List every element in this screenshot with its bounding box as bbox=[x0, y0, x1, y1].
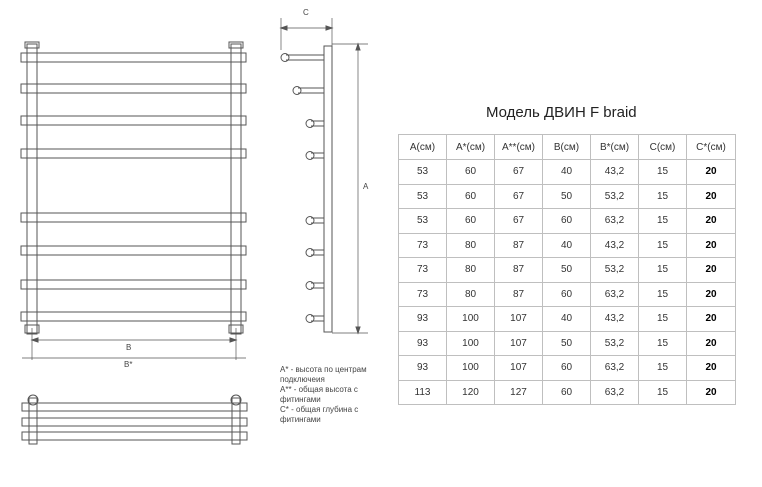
table-cell: 73 bbox=[399, 282, 447, 307]
table-cell: 53,2 bbox=[591, 258, 639, 283]
dim-arrow bbox=[356, 44, 360, 50]
dim-b-label: B bbox=[126, 343, 132, 352]
table-cell: 100 bbox=[447, 331, 495, 356]
table-cell: 15 bbox=[639, 184, 687, 209]
dimensions-table bbox=[398, 134, 736, 405]
dim-arrow bbox=[281, 26, 287, 30]
dimension-legend bbox=[280, 365, 390, 425]
side-knob bbox=[306, 282, 314, 290]
side-knob bbox=[306, 120, 314, 128]
table-cell: 15 bbox=[639, 307, 687, 332]
towel-bar bbox=[21, 84, 246, 93]
table-cell: 60 bbox=[447, 209, 495, 234]
top-view-bar bbox=[22, 403, 247, 411]
table-header-row bbox=[399, 135, 736, 160]
table-cell: 63,2 bbox=[591, 282, 639, 307]
legend-line: подключеия bbox=[280, 375, 325, 384]
table-cell: 80 bbox=[447, 258, 495, 283]
legend-line: фитингами bbox=[280, 415, 321, 424]
table-cell: 67 bbox=[495, 184, 543, 209]
table-cell: 67 bbox=[495, 209, 543, 234]
column-header: C(см) bbox=[639, 135, 687, 160]
table-cell: 93 bbox=[399, 331, 447, 356]
table-cell: 63,2 bbox=[591, 209, 639, 234]
table-cell: 20 bbox=[687, 258, 736, 283]
table-cell: 40 bbox=[543, 307, 591, 332]
table-cell: 20 bbox=[687, 209, 736, 234]
towel-bar bbox=[21, 53, 246, 62]
table-cell: 53,2 bbox=[591, 184, 639, 209]
table-row bbox=[399, 209, 736, 234]
table-cell: 15 bbox=[639, 380, 687, 405]
side-knob bbox=[306, 152, 314, 160]
column-header: A**(см) bbox=[495, 135, 543, 160]
table-cell: 63,2 bbox=[591, 380, 639, 405]
towel-bars bbox=[21, 53, 246, 321]
table-cell: 53 bbox=[399, 184, 447, 209]
legend-line: A** - общая высота с bbox=[280, 385, 358, 394]
table-cell: 15 bbox=[639, 209, 687, 234]
table-cell: 73 bbox=[399, 233, 447, 258]
towel-bar bbox=[21, 149, 246, 158]
table-cell: 60 bbox=[543, 380, 591, 405]
top-view-bar bbox=[22, 418, 247, 426]
towel-bar bbox=[21, 116, 246, 125]
table-cell: 20 bbox=[687, 356, 736, 381]
dim-arrow bbox=[32, 338, 38, 342]
towel-bar bbox=[21, 312, 246, 321]
table-cell: 87 bbox=[495, 233, 543, 258]
column-header: A(см) bbox=[399, 135, 447, 160]
table-cell: 20 bbox=[687, 160, 736, 185]
table-cell: 50 bbox=[543, 258, 591, 283]
left-post bbox=[27, 44, 37, 334]
table-cell: 107 bbox=[495, 331, 543, 356]
table-cell: 15 bbox=[639, 282, 687, 307]
top-view-bar bbox=[22, 432, 247, 440]
dim-a-label: A bbox=[363, 182, 369, 191]
table-cell: 127 bbox=[495, 380, 543, 405]
table-cell: 60 bbox=[447, 160, 495, 185]
table-row bbox=[399, 258, 736, 283]
table-cell: 60 bbox=[543, 282, 591, 307]
towel-bar bbox=[21, 246, 246, 255]
column-header: B(см) bbox=[543, 135, 591, 160]
dim-arrow bbox=[356, 327, 360, 333]
table-cell: 50 bbox=[543, 184, 591, 209]
legend-line: A* - высота по центрам bbox=[280, 365, 367, 374]
table-cell: 67 bbox=[495, 160, 543, 185]
table-cell: 73 bbox=[399, 258, 447, 283]
table-cell: 43,2 bbox=[591, 233, 639, 258]
table-cell: 20 bbox=[687, 233, 736, 258]
table-cell: 63,2 bbox=[591, 356, 639, 381]
table-row bbox=[399, 380, 736, 405]
table-cell: 15 bbox=[639, 258, 687, 283]
towel-bar bbox=[21, 280, 246, 289]
table-cell: 60 bbox=[447, 184, 495, 209]
table-cell: 15 bbox=[639, 331, 687, 356]
table-cell: 20 bbox=[687, 282, 736, 307]
table-row bbox=[399, 331, 736, 356]
table-cell: 20 bbox=[687, 331, 736, 356]
side-connectors bbox=[281, 54, 324, 323]
table-cell: 50 bbox=[543, 331, 591, 356]
table-cell: 100 bbox=[447, 307, 495, 332]
table-cell: 80 bbox=[447, 282, 495, 307]
side-knob bbox=[306, 217, 314, 225]
legend-line: C* - общая глубина с bbox=[280, 405, 359, 414]
table-cell: 113 bbox=[399, 380, 447, 405]
table-cell: 15 bbox=[639, 233, 687, 258]
dim-arrow bbox=[326, 26, 332, 30]
table-row bbox=[399, 307, 736, 332]
table-cell: 20 bbox=[687, 380, 736, 405]
table-cell: 100 bbox=[447, 356, 495, 381]
table-cell: 120 bbox=[447, 380, 495, 405]
table-cell: 53 bbox=[399, 209, 447, 234]
right-post bbox=[231, 44, 241, 334]
table-cell: 107 bbox=[495, 356, 543, 381]
table-cell: 53,2 bbox=[591, 331, 639, 356]
table-row bbox=[399, 356, 736, 381]
table-row bbox=[399, 282, 736, 307]
side-knob bbox=[293, 87, 301, 95]
table-cell: 43,2 bbox=[591, 160, 639, 185]
column-header: C*(см) bbox=[687, 135, 736, 160]
legend-line: фитингами bbox=[280, 395, 321, 404]
table-cell: 93 bbox=[399, 356, 447, 381]
table-cell: 87 bbox=[495, 282, 543, 307]
table-row bbox=[399, 184, 736, 209]
dim-b-star-label: B* bbox=[124, 360, 133, 369]
table-row bbox=[399, 160, 736, 185]
model-title: Модель ДВИН F braid bbox=[486, 104, 637, 121]
column-header: B*(см) bbox=[591, 135, 639, 160]
table-cell: 20 bbox=[687, 184, 736, 209]
column-header: A*(см) bbox=[447, 135, 495, 160]
table-cell: 40 bbox=[543, 160, 591, 185]
side-knob bbox=[306, 315, 314, 323]
table-cell: 53 bbox=[399, 160, 447, 185]
table-cell: 43,2 bbox=[591, 307, 639, 332]
table-cell: 60 bbox=[543, 209, 591, 234]
table-cell: 60 bbox=[543, 356, 591, 381]
towel-bar bbox=[21, 213, 246, 222]
side-knob bbox=[306, 249, 314, 257]
table-cell: 20 bbox=[687, 307, 736, 332]
side-knob bbox=[281, 54, 289, 62]
table-cell: 107 bbox=[495, 307, 543, 332]
dim-c-label: C bbox=[303, 8, 309, 17]
table-cell: 40 bbox=[543, 233, 591, 258]
table-cell: 80 bbox=[447, 233, 495, 258]
side-post bbox=[324, 46, 332, 332]
table-cell: 87 bbox=[495, 258, 543, 283]
table-cell: 15 bbox=[639, 160, 687, 185]
table-row bbox=[399, 233, 736, 258]
table-cell: 15 bbox=[639, 356, 687, 381]
dim-arrow bbox=[230, 338, 236, 342]
table-cell: 93 bbox=[399, 307, 447, 332]
